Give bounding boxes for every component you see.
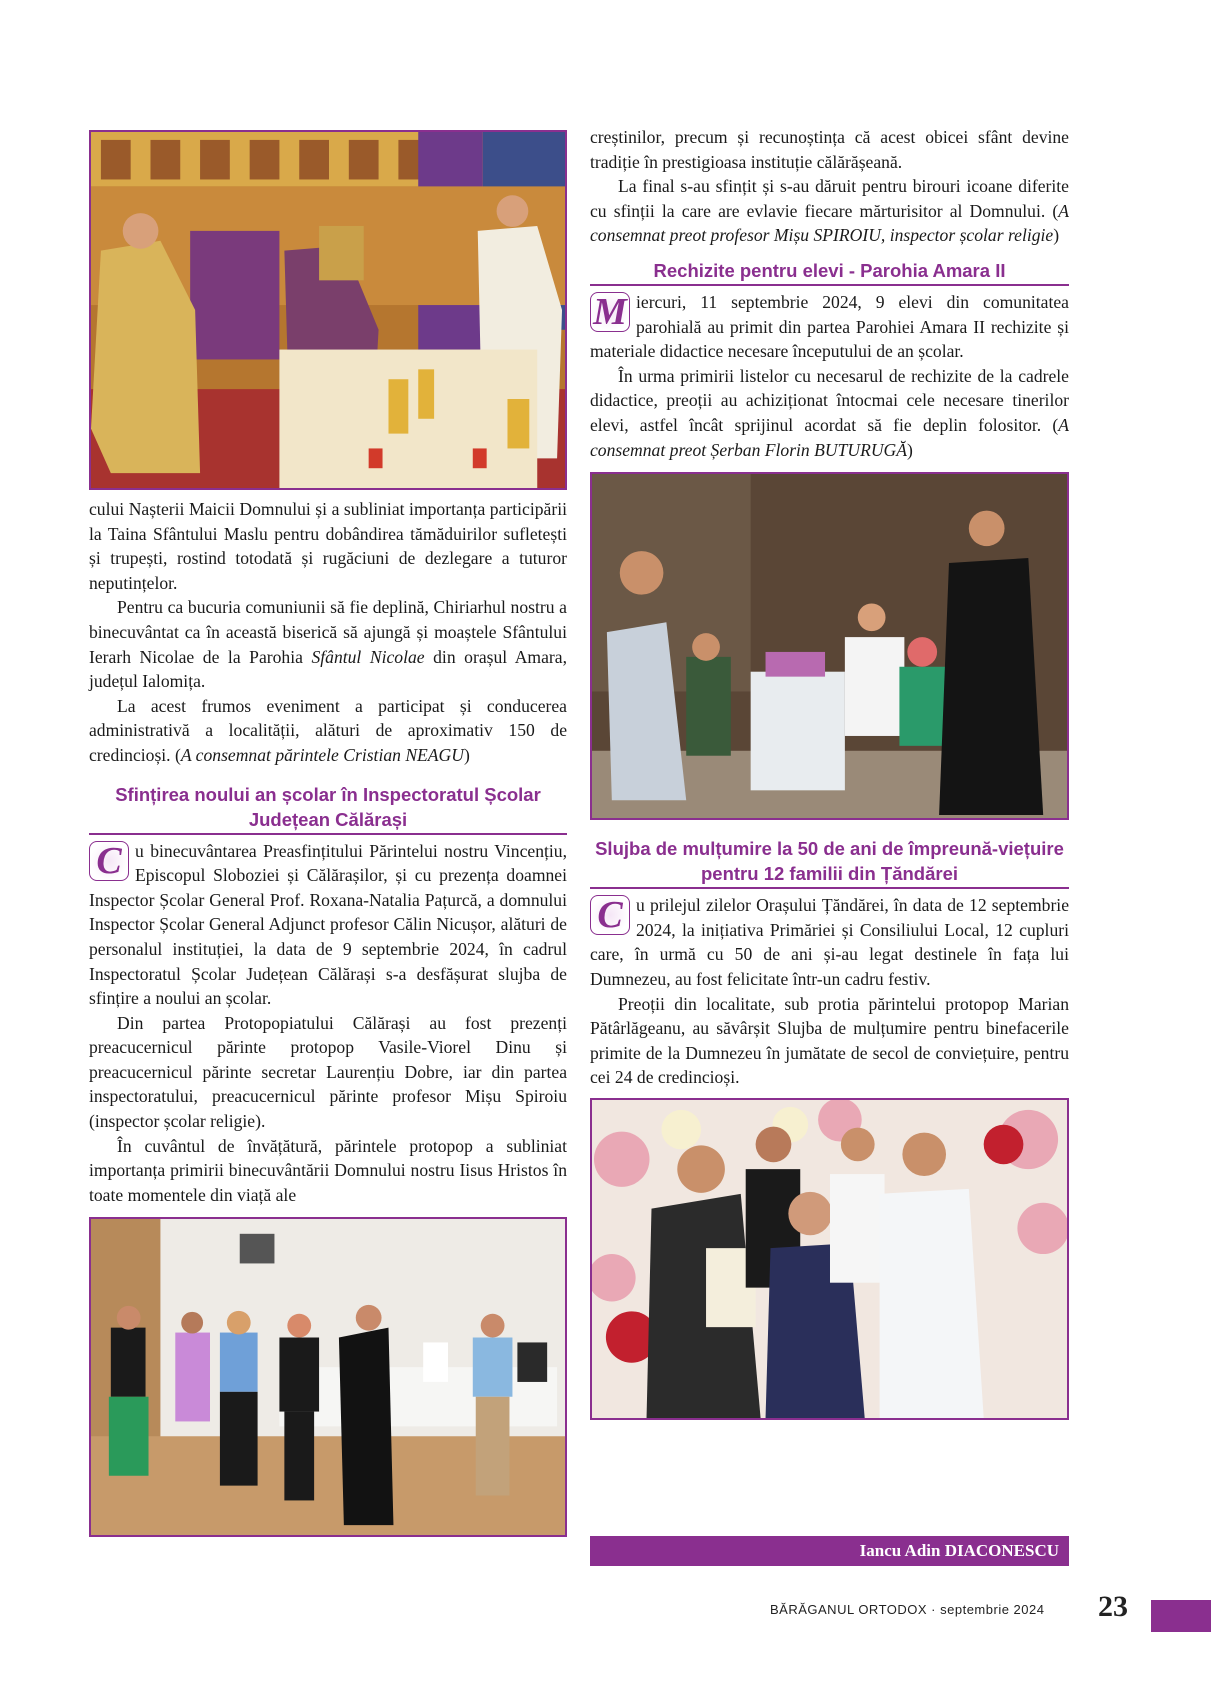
school-supplies-photo	[590, 472, 1069, 820]
paragraph-supplies-lists: În urma primirii listelor cu necesarul de rechizite de la cadrele didactice, preoții au achiziționat întocmai cele necesare tinerilor elevi, astfel încât sprijinul acordat să fie deplin folositor. (A consemnat preot Șerban Florin BUTURUGĂ)	[590, 365, 1069, 460]
church-service-photo	[89, 130, 567, 490]
paragraph-sermon: În cuvântul de învățătură, părintele protopop a subliniat importanța primirii binecuvântării Domnului nostru Iisus Hristos în toate momentele din viață ale	[89, 1135, 567, 1205]
paragraph-thanksgiving: Preoții din localitate, sub protia părintelui protopop Marian Pătârlăgeanu, au săvârșit Slujba de mulțumire pentru binefacerile primite de la Dumnezeu în jumătate de secol de conviețuire, pentru cei 24 de credincioși.	[590, 993, 1069, 1088]
author-bar: Iancu Adin DIACONESCU	[590, 1536, 1069, 1566]
paragraph-continued: cului Nașterii Maicii Domnului și a subliniat importanța participării la Taina Sfântului Maslu pentru dobândirea tămăduirilor sufletești și trupești, rostind totodată și rugăciuni de dezlegare a tuturor neputințelor.	[89, 499, 567, 593]
page-number: 23	[1098, 1590, 1128, 1623]
paragraph-attendance: La acest frumos eveniment a participat și conducerea administrativă a localității, alături de aproximativ 150 de credincioși. (A consemnat părintele Cristian NEAGU)	[89, 695, 567, 765]
paragraph-tradition: creștinilor, precum și recunoștința că acest obicei sfânt devine tradiție în prestigioasa instituție călărășeană.	[590, 127, 1069, 172]
couples-photo	[590, 1098, 1069, 1420]
paragraph-relics: Pentru ca bucuria comuniunii să fie deplină, Chiriarhul nostru a binecuvântat ca în această biserică să ajungă și moaștele Sfântului Ierarh Nicolae de la Parohia Sfântul Nicolae din orașul Amara, județul Ialomița.	[89, 597, 567, 692]
school-supplies-image	[592, 474, 1067, 818]
dropcap-c: C	[89, 841, 129, 881]
paragraph-school-blessing: C u binecuvântarea Preasfințitului Părintelui nostru Vincențiu, Episcopul Sloboziei și Călărașilor, și cu prezența doamnei Inspector Școlar General Prof. Roxana-Natalia Pațurcă, a domnului Inspector Școlar General Adjunct profesor Călin Nicușor, alături de personalul instituției, la data de 9 septembrie 2024, în cadrul Inspectoratul Școlar Județean Călărași s-a desfășurat slujba de sfințire a noului an școlar.	[89, 839, 567, 1009]
page-tab-marker	[1151, 1600, 1211, 1632]
school-blessing-image	[91, 1219, 565, 1535]
paragraph-town-days: C u prilejul zilelor Orașului Țăndărei, în data de 12 septembrie 2024, la inițiativa Primăriei și Consiliului Local, 12 cupluri care, în urmă cu 50 de ani și-au legat destinele în fața lui Dumnezeu, au fost felicitate într-un cadru festiv.	[590, 894, 1069, 989]
dropcap-m: M	[590, 292, 630, 332]
dropcap-c2: C	[590, 895, 630, 935]
heading-school-year-blessing: Sfințirea noului an școlar în Inspectoratul Școlar Județean Călărași	[89, 782, 567, 835]
heading-50-years-marriage: Slujba de mulțumire la 50 de ani de împreună-viețuire pentru 12 familii din Țăndărei	[590, 836, 1069, 889]
school-blessing-photo	[89, 1217, 567, 1537]
paragraph-icons: La final s-au sfințit și s-au dăruit pentru birouri icoane diferite cu sfinții la care are evlavie fiecare mărturisitor al Domnului. (A consemnat preot profesor Mișu SPIROIU, inspector școlar religie)	[590, 176, 1069, 246]
right-column	[590, 125, 1069, 1420]
paragraph-supplies: M iercuri, 11 septembrie 2024, 9 elevi din comunitatea parohială au primit din partea Parohiei Amara II rechizite și materiale didactice necesare începutului de an școlar.	[590, 290, 1069, 362]
left-column	[89, 130, 567, 1537]
paragraph-protopopiat: Din partea Protopopiatului Călărași au fost prezenți preacucernicul părinte protopop Vasile-Viorel Dinu și preacucernicul părinte secretar Laurențiu Dobre, iar din partea inspectoratului, preacucernicul părinte profesor Mișu Spiroiu (inspector școlar religie).	[89, 1012, 567, 1132]
couples-image	[592, 1100, 1067, 1418]
heading-school-supplies: Rechizite pentru elevi - Parohia Amara II	[590, 258, 1069, 286]
publication-footer: BĂRĂGANUL ORTODOX · septembrie 2024	[770, 1602, 1045, 1617]
church-service-image	[91, 132, 565, 488]
